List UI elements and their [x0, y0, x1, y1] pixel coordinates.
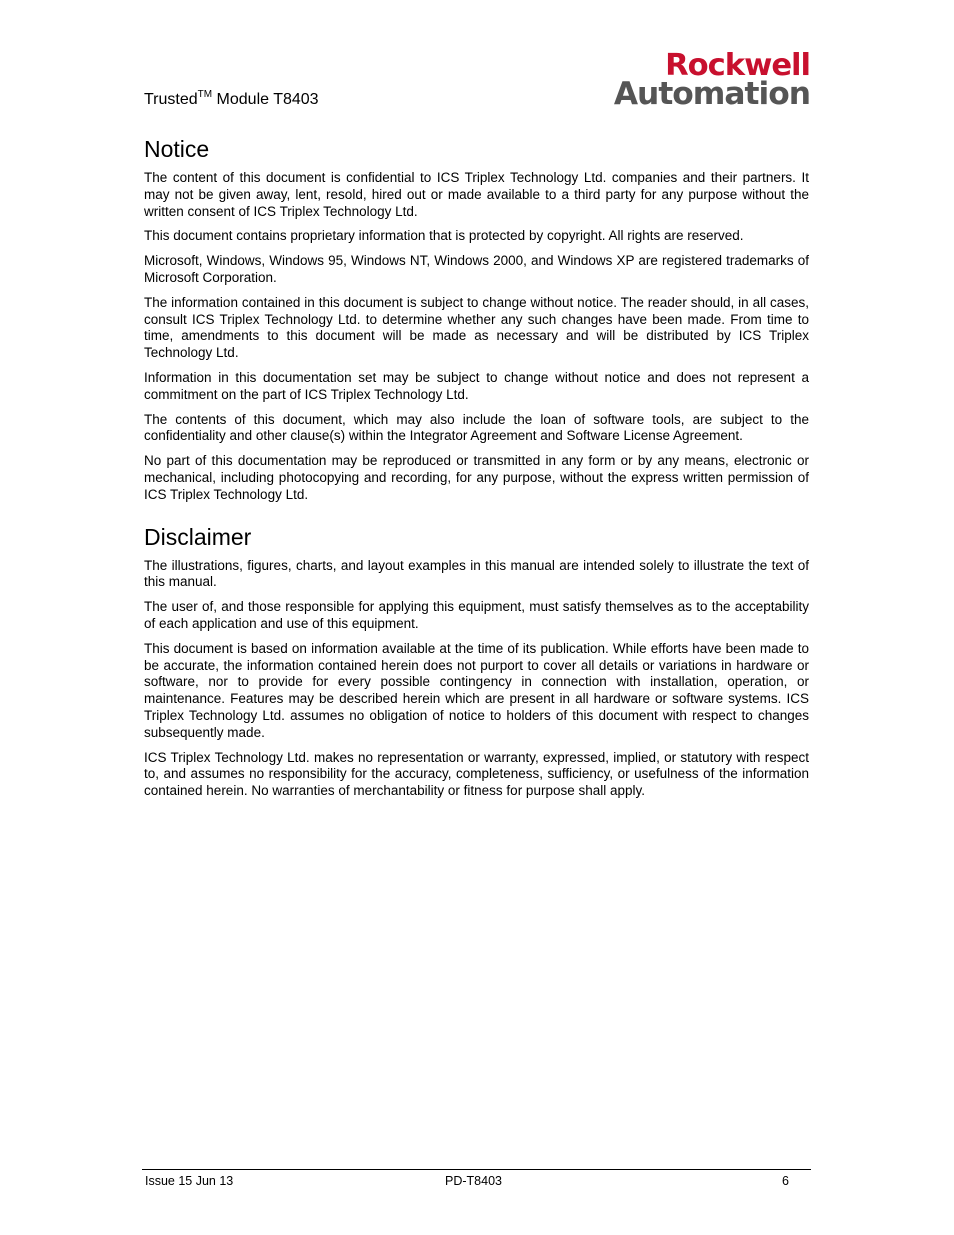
notice-paragraph: Microsoft, Windows, Windows 95, Windows NT, Windows 2000, and Windows XP are registered trademarks of Microsoft Corporation.: [144, 253, 809, 285]
page-number: 6: [782, 1174, 789, 1188]
notice-paragraph: This document contains proprietary information that is protected by copyright. All rights are reserved.: [144, 228, 744, 244]
page-body: [144, 134, 809, 808]
trademark-superscript: TM: [197, 88, 213, 100]
notice-paragraph: No part of this documentation may be reproduced or transmitted in any form or by any means, electronic or mechanical, including photocopying and recording, for any purpose, without the express written permission of ICS Triplex Technology Ltd.: [144, 453, 809, 502]
disclaimer-section: [144, 522, 809, 800]
title-prefix: Trusted: [144, 91, 198, 108]
rockwell-automation-logo: [574, 48, 810, 112]
disclaimer-paragraph: The illustrations, figures, charts, and layout examples in this manual are intended solely to illustrate the text of this manual.: [144, 557, 809, 590]
notice-heading: Notice: [144, 136, 210, 162]
notice-paragraph: Information in this documentation set may be subject to change without notice and does not represent a commitment on the part of ICS Triplex Technology Ltd.: [144, 369, 809, 402]
notice-paragraph: The content of this document is confidential to ICS Triplex Technology Ltd. companies and their partners. It may not be given away, lent, resold, hired out or made available to a third party for any purpose without the written consent of ICS Triplex Technology Ltd.: [144, 170, 809, 219]
logo-line-rockwell: Rockwell: [665, 48, 810, 83]
page-header: [144, 48, 810, 114]
disclaimer-paragraph: The user of, and those responsible for applying this equipment, must satisfy themselves as to the acceptability of each application and use of this equipment.: [144, 599, 809, 631]
document-title: [144, 90, 319, 110]
disclaimer-paragraph: ICS Triplex Technology Ltd. makes no representation or warranty, expressed, implied, or statutory with respect to, and assumes no responsibility for the accuracy, completeness, sufficiency, or usefulness of the information contained herein. No warranties of merchantability or fitness for purpose shall apply.: [144, 749, 809, 799]
issue-date: Issue 15 Jun 13: [145, 1174, 234, 1188]
disclaimer-paragraph: This document is based on information available at the time of its publication. While efforts have been made to be accurate, the information contained herein does not purport to cover all details or variations in hardware or software, nor to provide for every possible contingency in connection with installation, operation, or maintenance. Features may be described herein which are present in all hardware or software systems. ICS Triplex Technology Ltd. assumes no obligation of notice to holders of this document with respect to changes subsequently made.: [144, 640, 809, 740]
disclaimer-heading: Disclaimer: [144, 523, 252, 550]
title-suffix: Module T8403: [212, 91, 319, 108]
notice-paragraph: The contents of this document, which may also include the loan of software tools, are subject to the confidentiality and other clause(s) within the Integrator Agreement and Software License Agreement.: [144, 411, 809, 444]
notice-paragraph: The information contained in this document is subject to change without notice. The reader should, in all cases, consult ICS Triplex Technology Ltd. to determine whether any such changes have been made. From time to time, amendments to this document will be made as necessary and will be distributed by ICS Triplex Technology Ltd.: [144, 294, 809, 361]
page-footer: [142, 1169, 811, 1188]
document-id: PD-T8403: [445, 1174, 502, 1188]
notice-section: [144, 134, 809, 504]
logo-line-automation: Automation: [613, 76, 810, 112]
